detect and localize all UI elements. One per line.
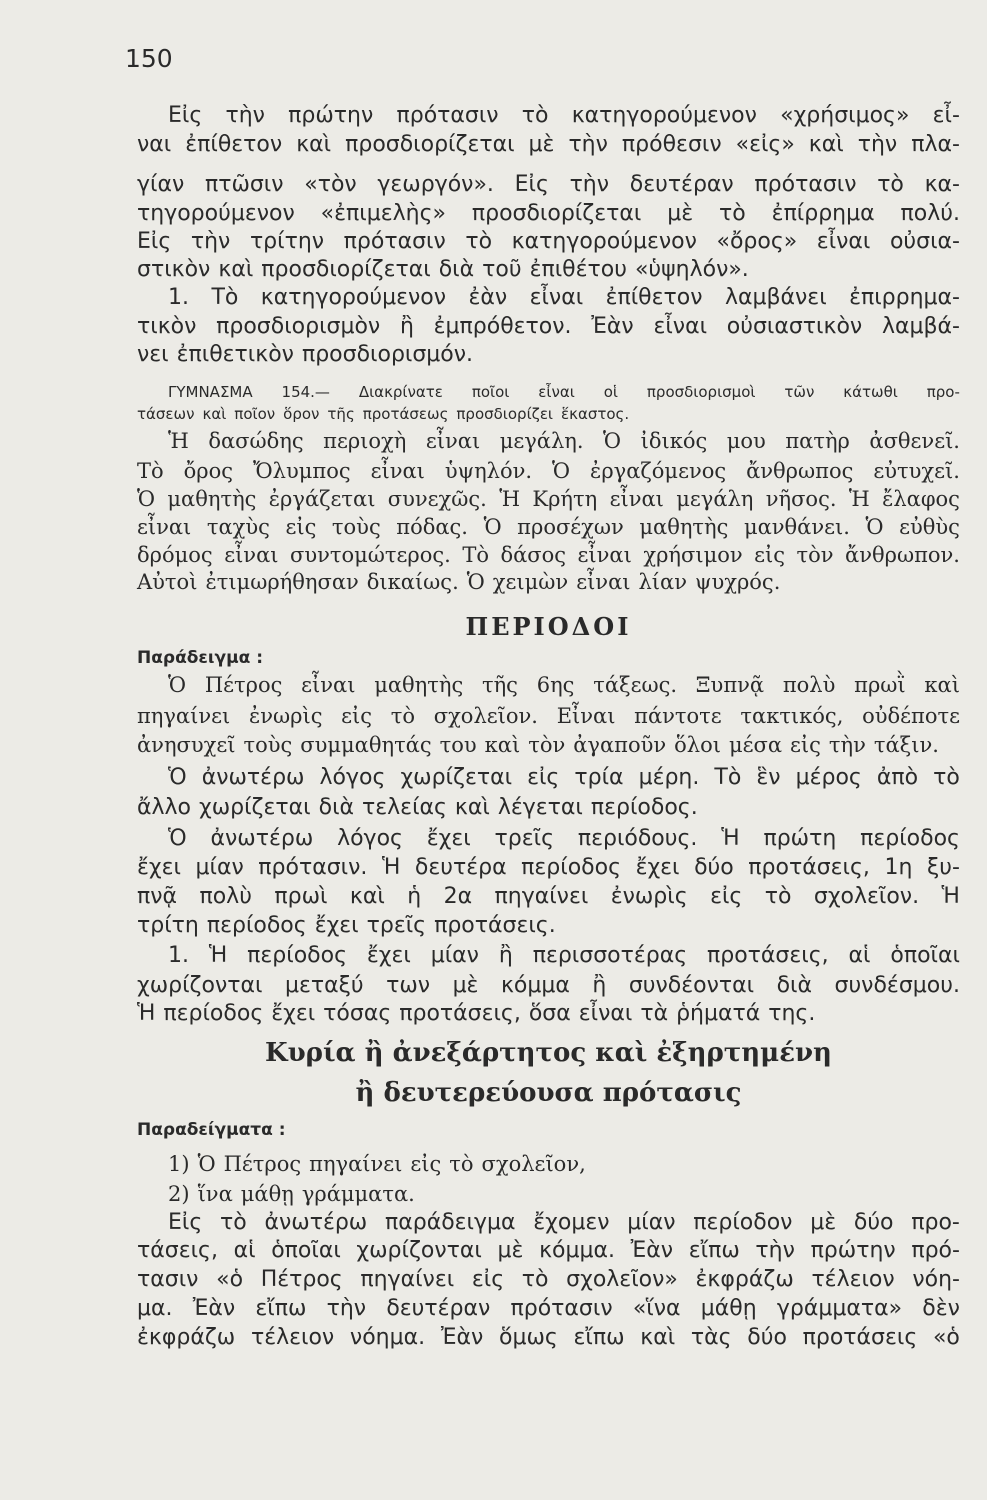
text-line-pe-l3: ἀνησυχεῖ τοὺς συμμαθητάς του καὶ τὸν ἀγαποῦν ὅλοι μέσα εἰς τὴν τάξιν. bbox=[137, 733, 939, 757]
text-line-p2-l3: νει ἐπιθετικὸν προσδιορισμόν. bbox=[137, 342, 474, 367]
text-line-p5-l1: 1. Ἡ περίοδος ἔχει μίαν ἢ περισσοτέρας προτάσεις, αἱ ὁποῖαι bbox=[168, 943, 960, 968]
text-line-p6-l1: Εἰς τὸ ἀνωτέρω παράδειγμα ἔχομεν μίαν περίοδον μὲ δύο προ- bbox=[168, 1210, 960, 1235]
text-line-p5-l3: Ἡ περίοδος ἔχει τόσας προτάσεις, ὅσα εἶναι τὰ ῥήματά της. bbox=[137, 1001, 816, 1026]
text-line-p4-l1: Ὁ ἀνωτέρω λόγος ἔχει τρεῖς περιόδους. Ἡ πρώτη περίοδος bbox=[168, 826, 960, 851]
text-line-pe-l1: Ὁ Πέτρος εἶναι μαθητὴς τῆς 6ης τάξεως. Ξυπνᾷ πολὺ πρωῒ καὶ bbox=[168, 673, 960, 697]
text-line-ex-l4: Τὸ ὄρος Ὄλυμπος εἶναι ὑψηλόν. Ὁ ἐργαζόμενος ἄνθρωπος εὐτυχεῖ. bbox=[137, 459, 960, 483]
text-line-ex-l2: τάσεων καὶ ποῖον ὅρον τῆς προτάσεως προσδιορίζει ἕκαστος. bbox=[137, 405, 630, 423]
label-paradeigma: Παράδειγμα : bbox=[137, 648, 264, 668]
text-line-p1-l3: γίαν πτῶσιν «τὸν γεωργόν». Εἰς τὴν δευτέραν πρότασιν τὸ κα- bbox=[137, 172, 960, 197]
text-line-p1-l6: στικὸν καὶ προσδιορίζεται διὰ τοῦ ἐπιθέτου «ὑψηλόν». bbox=[137, 257, 749, 282]
page-number: 150 bbox=[125, 44, 173, 73]
heading-periodoi: ΠΕΡΙΟΔΟΙ bbox=[465, 612, 632, 641]
text-line-p4-l4: τρίτη περίοδος ἔχει τρεῖς προτάσεις. bbox=[137, 913, 556, 938]
text-line-p6-l3: τασιν «ὁ Πέτρος πηγαίνει εἰς τὸ σχολεῖον» ἐκφράζω τέλειον νόη- bbox=[137, 1267, 960, 1292]
text-line-ex-l1: ΓΥΜΝΑΣΜΑ 154.— Διακρίνατε ποῖοι εἶναι οἱ προσδιορισμοὶ τῶν κάτωθι προ- bbox=[168, 383, 960, 401]
label-paradeigmata: Παραδείγματα : bbox=[137, 1120, 286, 1140]
text-line-p5-l2: χωρίζονται μεταξύ των μὲ κόμμα ἢ συνδέονται διὰ συνδέσμου. bbox=[137, 973, 960, 998]
heading-kyria-line2: ἢ δευτερεύουσα πρότασις bbox=[355, 1078, 742, 1108]
text-line-ex2-l1: 1) Ὁ Πέτρος πηγαίνει εἰς τὸ σχολεῖον, bbox=[168, 1152, 586, 1176]
text-line-p1-l4: τηγορούμενον «ἐπιμελὴς» προσδιορίζεται μὲ τὸ ἐπίρρημα πολύ. bbox=[137, 201, 960, 226]
text-line-p1-l2: ναι ἐπίθετον καὶ προσδιορίζεται μὲ τὴν πρόθεσιν «εἰς» καὶ τὴν πλα- bbox=[137, 132, 960, 157]
text-line-ex-l8: Αὐτοὶ ἐτιμωρήθησαν δικαίως. Ὁ χειμὼν εἶναι λίαν ψυχρός. bbox=[137, 570, 781, 594]
text-line-p2-l2: τικὸν προσδιορισμὸν ἢ ἐμπρόθετον. Ἐὰν εἶναι οὐσιαστικὸν λαμβά- bbox=[137, 314, 960, 339]
text-line-p2-l1: 1. Τὸ κατηγορούμενον ἐὰν εἶναι ἐπίθετον λαμβάνει ἐπιρρημα- bbox=[168, 285, 960, 310]
text-line-p4-l2: ἔχει μίαν πρότασιν. Ἡ δευτέρα περίοδος ἔχει δύο προτάσεις, 1η ξυ- bbox=[137, 855, 960, 880]
text-line-p4-l3: πνᾷ πολὺ πρωὶ καὶ ἡ 2α πηγαίνει ἐνωρὶς εἰς τὸ σχολεῖον. Ἡ bbox=[137, 884, 960, 909]
text-line-p6-l5: ἐκφράζω τέλειον νόημα. Ἐὰν ὅμως εἴπω καὶ τὰς δύο προτάσεις «ὁ bbox=[137, 1325, 960, 1350]
text-line-ex-l3: Ἡ δασώδης περιοχὴ εἶναι μεγάλη. Ὁ ἰδικός μου πατὴρ ἀσθενεῖ. bbox=[168, 429, 960, 453]
text-line-p6-l2: τάσεις, αἱ ὁποῖαι χωρίζονται μὲ κόμμα. Ἐὰν εἴπω τὴν πρώτην πρό- bbox=[137, 1238, 960, 1263]
text-line-p3-l1: Ὁ ἀνωτέρω λόγος χωρίζεται εἰς τρία μέρη. Τὸ ἓν μέρος ἀπὸ τὸ bbox=[168, 765, 960, 790]
text-line-pe-l2: πηγαίνει ἐνωρὶς εἰς τὸ σχολεῖον. Εἶναι πάντοτε τακτικός, οὐδέποτε bbox=[137, 704, 960, 728]
text-line-ex-l7: δρόμος εἶναι συντομώτερος. Τὸ δάσος εἶναι χρήσιμον εἰς τὸν ἄνθρωπον. bbox=[137, 543, 960, 567]
text-line-ex-l5: Ὁ μαθητὴς ἐργάζεται συνεχῶς. Ἡ Κρήτη εἶναι μεγάλη νῆσος. Ἡ ἔλαφος bbox=[137, 487, 960, 511]
text-line-p1-l1: Εἰς τὴν πρώτην πρότασιν τὸ κατηγορούμενον «χρήσιμος» εἶ- bbox=[168, 103, 960, 128]
text-line-ex2-l2: 2) ἵνα μάθῃ γράμματα. bbox=[168, 1182, 415, 1206]
text-line-p6-l4: μα. Ἐὰν εἴπω τὴν δευτέραν πρότασιν «ἵνα μάθῃ γράμματα» δὲν bbox=[137, 1296, 960, 1321]
text-line-p3-l2: ἄλλο χωρίζεται διὰ τελείας καὶ λέγεται περίοδος. bbox=[137, 795, 698, 820]
text-line-p1-l5: Εἰς τὴν τρίτην πρότασιν τὸ κατηγορούμενον «ὄρος» εἶναι οὐσια- bbox=[137, 229, 960, 254]
heading-kyria-line1: Κυρία ἢ ἀνεξάρτητος καὶ ἐξηρτημένη bbox=[265, 1038, 832, 1068]
text-line-ex-l6: εἶναι ταχὺς εἰς τοὺς πόδας. Ὁ προσέχων μαθητὴς μανθάνει. Ὁ εὐθὺς bbox=[137, 515, 960, 539]
